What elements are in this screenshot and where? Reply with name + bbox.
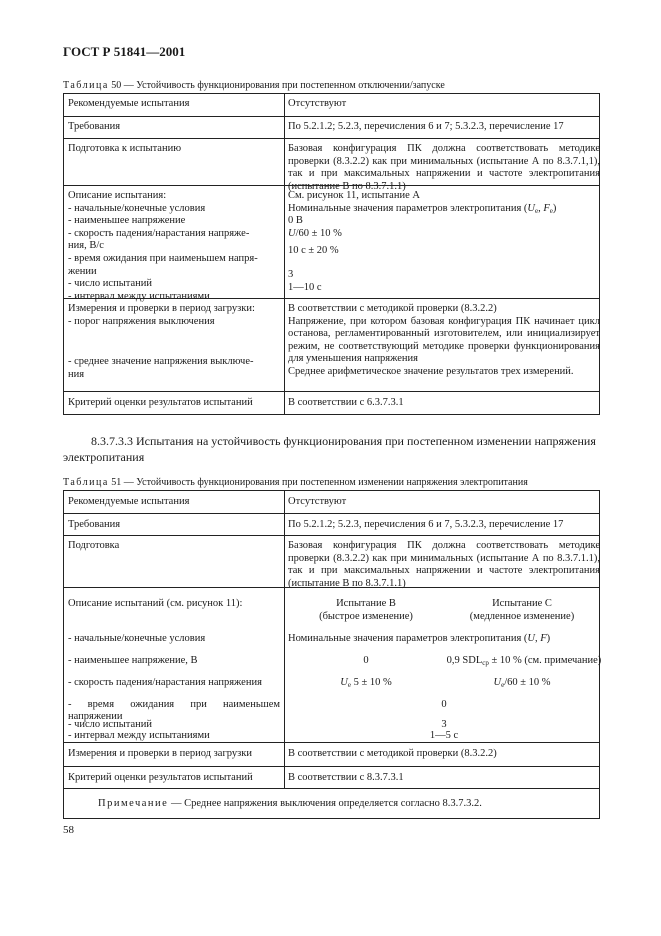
desc-value: 10 с ± 20 % xyxy=(288,245,339,257)
desc-item: - скорость падения/нарастания напряжения xyxy=(68,677,262,688)
table-51-row-measurements xyxy=(64,742,599,767)
desc-item: - начальные/конечные условия xyxy=(68,633,206,644)
table-50-row-requirements xyxy=(64,116,599,139)
row-value: Отсутствуют xyxy=(288,98,347,109)
meas-value: В соответствии с методикой проверки (8.3.2.2) xyxy=(288,303,497,314)
subscript: e xyxy=(549,206,553,215)
meas-value: Среднее арифметическое значение результатов трех измерений. xyxy=(288,365,574,377)
desc-item: жении xyxy=(68,265,97,277)
test-c-title: Испытание С xyxy=(492,598,552,609)
rate-c xyxy=(444,677,600,690)
row-label-block xyxy=(68,190,280,303)
row-label: Измерения и проверки в период загрузки xyxy=(68,748,252,759)
table-50-row-measurements xyxy=(64,298,599,392)
row-value: По 5.2.1.2; 5.2.3, перечисления 6 и 7, 5.3.2.3, перечисление 17 xyxy=(288,519,564,530)
row-label: Рекомендуемые испытания xyxy=(68,98,190,109)
desc-item: - начальные/конечные условия xyxy=(68,202,206,214)
table-51 xyxy=(63,490,600,819)
table-50-row-description xyxy=(64,185,599,302)
document-header: ГОСТ Р 51841—2001 xyxy=(63,44,186,59)
table-50-row-criteria xyxy=(64,391,599,415)
desc-item: - интервал между испытаниями xyxy=(68,730,210,741)
desc-title: Описание испытания: xyxy=(68,190,167,201)
row-value: В соответствии с 6.3.7.3.1 xyxy=(288,397,404,408)
row-value: По 5.2.1.2; 5.2.3, перечисления 6 и 7; 5.3.2.3, перечисление 17 xyxy=(288,121,564,132)
symbol-u: U xyxy=(527,633,535,644)
test-b-heading xyxy=(288,598,444,623)
symbol-u: U xyxy=(340,677,348,688)
row-label: Требования xyxy=(68,121,121,132)
table-50-caption-lead: Таблица xyxy=(63,80,109,91)
desc-item: - интервал между испытаниями xyxy=(68,290,210,302)
symbol-u: U xyxy=(527,202,535,214)
desc-value: 3 xyxy=(288,268,294,280)
min-c-text: 0,9 SDL xyxy=(446,655,483,666)
test-b-title: Испытание В xyxy=(336,598,396,609)
desc-item: - наименьшее напряжение xyxy=(68,215,186,227)
row-label: Критерий оценки результатов испытаний xyxy=(68,397,253,408)
page-number: 58 xyxy=(63,824,74,836)
row-value: В соответствии с методикой проверки (8.3.2.2) xyxy=(288,748,497,759)
table-51-row-description xyxy=(64,587,602,743)
table-50-row-recommended xyxy=(64,94,599,116)
note-lead: Примечание xyxy=(98,798,169,809)
subscript: e xyxy=(347,681,351,689)
table-51-note-row xyxy=(64,788,599,819)
test-b-subtitle: (быстрое изменение) xyxy=(319,610,413,622)
meas-value: Напряжение, при котором базовая конфигурация ПК начинает цикл останова, регламентированный изготовителем, или инициализирует режим, не соответствующий методике проверки функционирования для уменьшения напряжения xyxy=(288,315,600,365)
symbol-f: F xyxy=(543,202,550,214)
desc-value: См. рисунок 11, испытание А xyxy=(288,190,420,201)
subscript: e xyxy=(535,206,539,215)
test-c-heading xyxy=(444,598,600,623)
section-8-3-7-3-3-text: 8.3.7.3.3 Испытания на устойчивость функционирования при постепенном изменении напряжения электропитания xyxy=(63,434,596,464)
initial-text: Номинальные значения параметров электропитания ( xyxy=(288,633,528,644)
subscript: e xyxy=(501,681,505,689)
desc-item: - число испытаний xyxy=(68,278,152,290)
symbol-f: F xyxy=(540,633,547,644)
desc-title: Описание испытаний (см. рисунок 11): xyxy=(68,598,243,609)
nominal-text: Номинальные значения параметров электропитания ( xyxy=(288,202,528,214)
table-51-row-criteria xyxy=(64,766,599,789)
rate-text: /60 ± 10 % xyxy=(295,227,342,239)
interval-value: 1—5 с xyxy=(429,730,459,741)
wait-value: 0 xyxy=(441,699,447,710)
desc-item: - время ожидания при наименьшем xyxy=(68,699,280,710)
desc-item: ния, В/с xyxy=(68,240,104,252)
rate-b xyxy=(288,677,444,690)
desc-value: 0 В xyxy=(288,215,303,227)
table-50 xyxy=(63,93,600,415)
row-value-block xyxy=(288,190,600,294)
meas-item: - порог напряжения выключения xyxy=(68,315,215,327)
row-value: Базовая конфигурация ПК должна соответствовать методике проверки (8.3.2.2) как при минимальных (испытание А по 8.3.7.1.1), так и при максимальных напряжении и частоте электропитания (испытание В по 8.3.7.1.1) xyxy=(288,540,600,589)
meas-item: - среднее значение напряжения выключе- xyxy=(68,356,254,368)
desc-item: - скорость падения/нарастания напряже- xyxy=(68,227,250,239)
row-value: Базовая конфигурация ПК должна соответствовать методике проверки (8.3.2.2) как при минимальных (испытание А по 8.3.7.1,1), так и при максимальных напряжении и частоте электропитания (испытание В по 8.3.7.1.1) xyxy=(288,143,600,192)
row-label: Требования xyxy=(68,519,121,530)
rate-c-text: /60 ± 10 % xyxy=(504,677,551,688)
row-label: Подготовка xyxy=(68,540,120,551)
row-label: Критерий оценки результатов испытаний xyxy=(68,772,253,783)
table-50-row-preparation xyxy=(64,138,600,192)
desc-item: - число испытаний xyxy=(68,719,152,730)
min-voltage-c xyxy=(444,655,604,668)
desc-value-initial: Номинальные значения параметров электропитания (U, F) xyxy=(288,633,551,644)
desc-value-nominal: Номинальные значения параметров электропитания ($U_e$, $F_e$) xyxy=(288,202,557,215)
row-label-block xyxy=(68,303,280,381)
desc-value-rate xyxy=(288,228,600,241)
table-51-caption-text: 51 — Устойчивость функционирования при постепенном изменении напряжения электропитания xyxy=(108,477,528,488)
table-51-row-requirements xyxy=(64,513,599,536)
table-51-row-preparation xyxy=(64,535,599,588)
count-value: 3 xyxy=(441,719,447,730)
desc-item: - время ожидания при наименьшем напря- xyxy=(68,252,258,264)
row-label: Подготовка к испытанию xyxy=(68,143,182,154)
desc-value: 1—10 с xyxy=(288,281,322,293)
subscript: ср xyxy=(482,659,489,667)
row-value: В соответствии с 8.3.7.3.1 xyxy=(288,772,404,783)
test-c-subtitle: (медленное изменение) xyxy=(469,610,575,622)
desc-item: - наименьшее напряжение, В xyxy=(68,655,198,666)
symbol-u: U xyxy=(493,677,502,688)
desc-item: напряжении xyxy=(68,711,123,722)
row-value: Отсутствуют xyxy=(288,496,347,507)
table-50-caption xyxy=(63,80,445,92)
meas-item: ния xyxy=(68,368,85,380)
meas-title: Измерения и проверки в период загрузки: xyxy=(68,303,255,314)
row-label: Рекомендуемые испытания xyxy=(68,496,190,507)
table-51-row-recommended xyxy=(64,491,599,513)
table-50-caption-text: 50 — Устойчивость функционирования при постепенном отключении/запуске xyxy=(108,80,445,91)
row-value-block xyxy=(288,303,600,379)
table-51-note xyxy=(98,798,598,811)
min-voltage-b: 0 xyxy=(363,655,369,666)
note-text: — Среднее напряжения выключения определяется согласно 8.3.7.3.2. xyxy=(168,798,482,809)
symbol-u: U xyxy=(288,227,296,239)
table-51-caption-lead: Таблица xyxy=(63,477,109,488)
table-51-caption xyxy=(63,477,528,489)
min-c-rest: ± 10 % (см. примечание) xyxy=(488,655,602,666)
rate-b-text: 5 ± 10 % xyxy=(350,677,392,688)
